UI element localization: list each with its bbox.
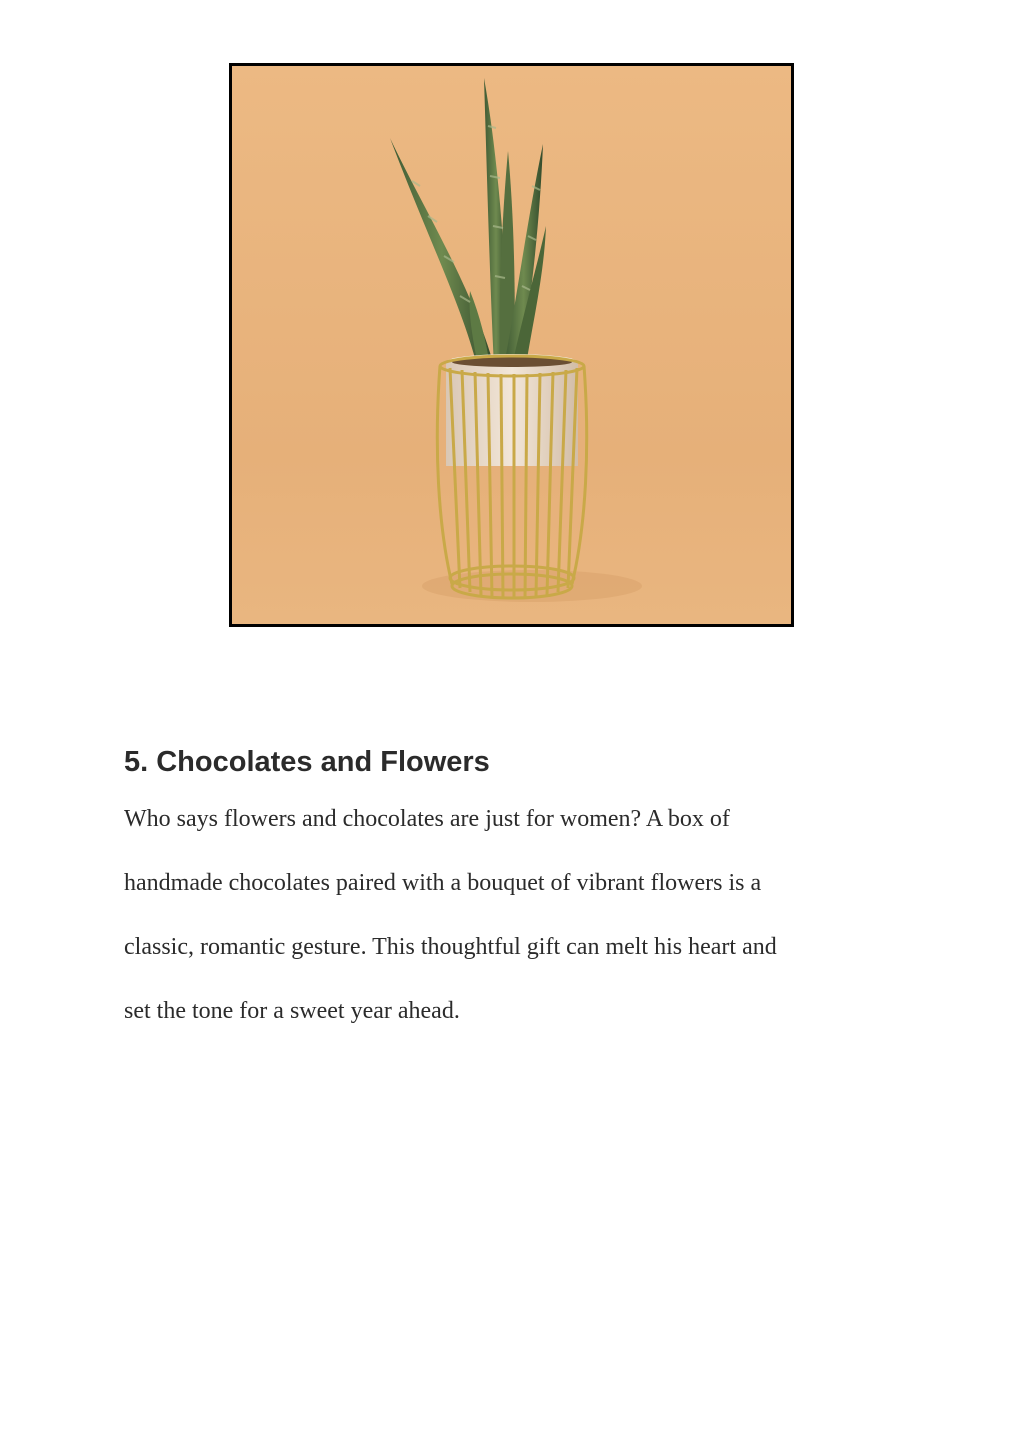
section-paragraph [124,800,914,1056]
paragraph-line: Who says flowers and chocolates are just for women? A box of [124,806,730,832]
paragraph-line: classic, romantic gesture. This thoughtful gift can melt his heart and [124,934,777,960]
paragraph-line: handmade chocolates paired with a bouquet of vibrant flowers is a [124,870,762,896]
section-heading: 5. Chocolates and Flowers [124,746,490,778]
snake-plant-planter-illustration [232,66,791,624]
paragraph-line: set the tone for a sweet year ahead. [124,998,460,1024]
product-photo [229,63,794,627]
